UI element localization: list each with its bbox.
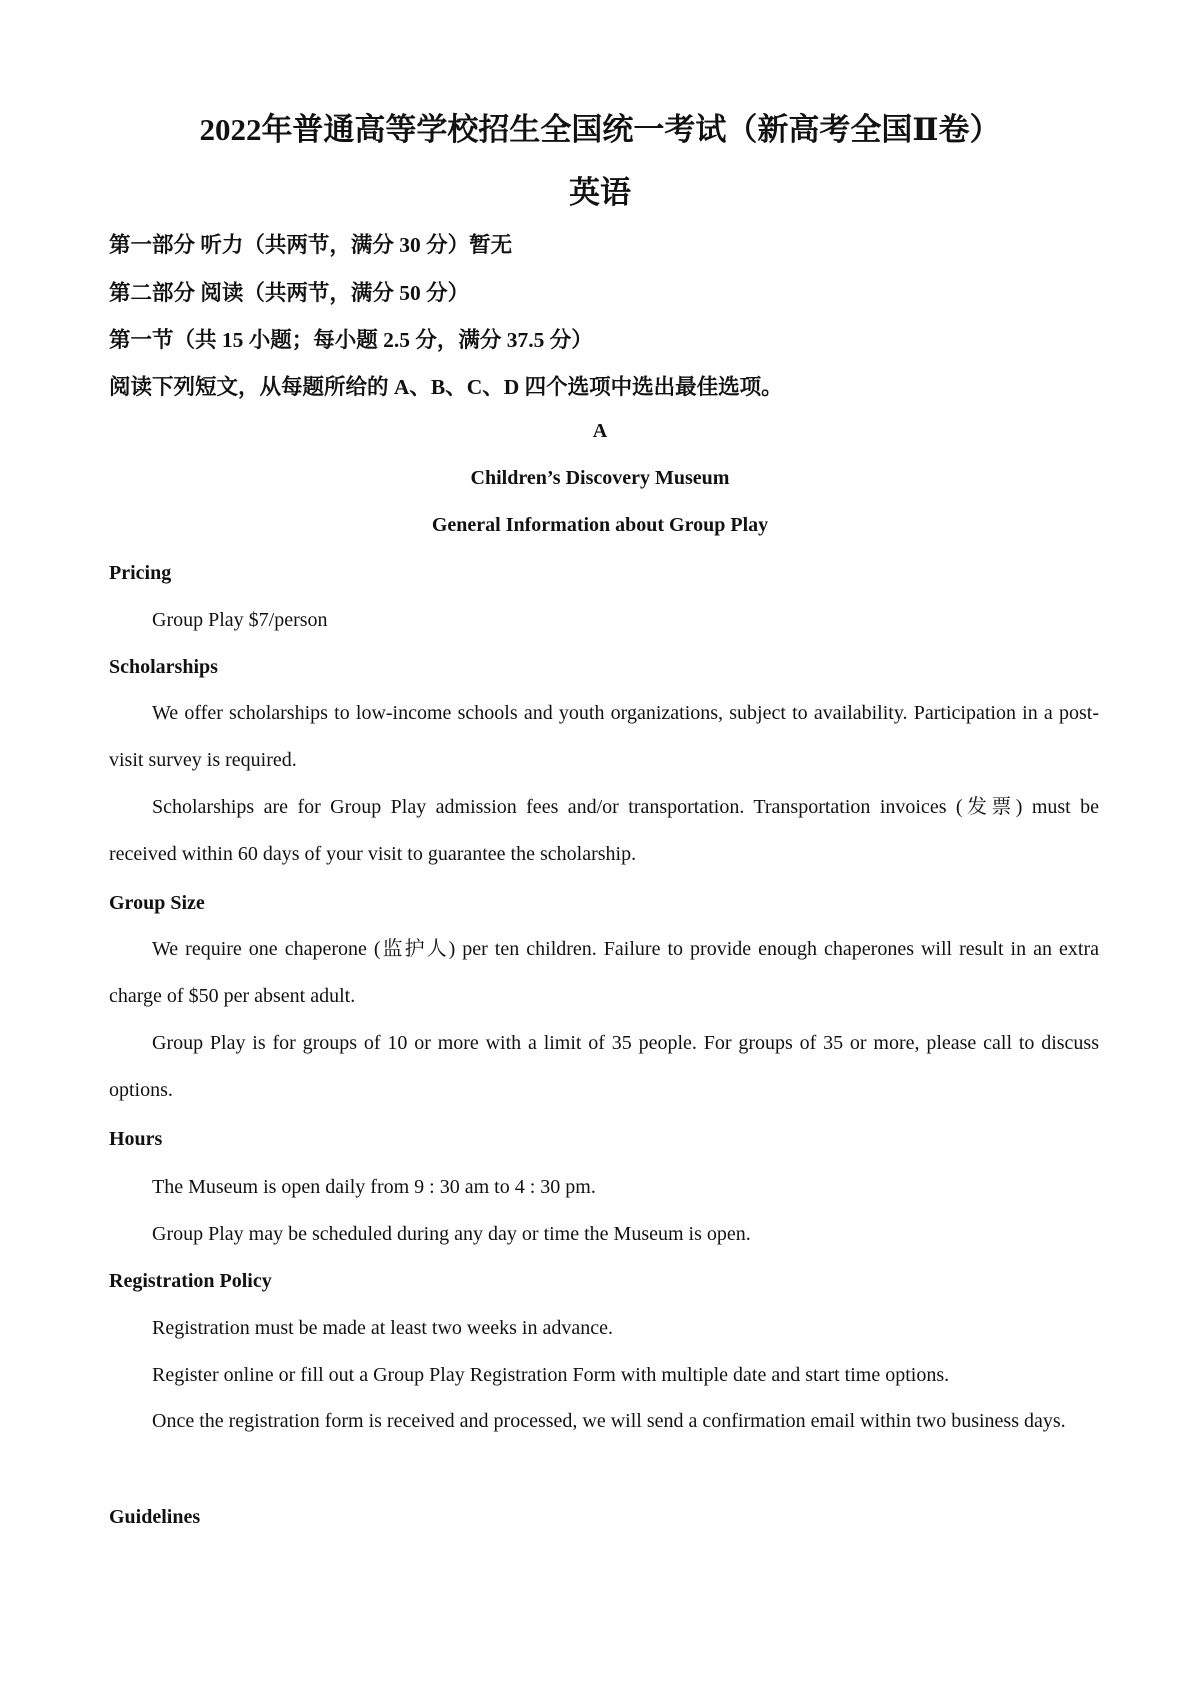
registration-paragraph-3: Once the registration form is received and processed, we will send a confirmation email within two business days. — [152, 1410, 1066, 1432]
pricing-text: Group Play $7/person — [152, 609, 328, 631]
registration-line-2: Register online or fill out a Group Play Registration Form with multiple date and start time options. — [152, 1364, 950, 1386]
section-heading-hours: Hours — [109, 1128, 163, 1150]
passage-subtitle: General Information about Group Play — [431, 514, 769, 536]
group-size-paragraph-1: We require one chaperone (监护人) per ten children. Failure to provide enough chaperones will result in an extra charge of $50 per absent adult. — [109, 938, 1099, 1007]
part2-heading: 第二部分 阅读（共两节，满分 50 分） — [109, 281, 470, 305]
group-size-paragraph-2: Group Play is for groups of 10 or more with a limit of 35 people. For groups of 35 or more, please call to discuss options. — [109, 1032, 1099, 1101]
section1-heading: 第一节（共 15 小题；每小题 2.5 分，满分 37.5 分） — [109, 328, 593, 352]
section-heading-pricing: Pricing — [109, 562, 172, 584]
instruction: 阅读下列短文，从每题所给的 A、B、C、D 四个选项中选出最佳选项。 — [109, 375, 783, 399]
scholarships-paragraph-1: We offer scholarships to low-income schools and youth organizations, subject to availability. Participation in a post-visit survey is required. — [109, 702, 1099, 771]
passage-letter: A — [592, 420, 608, 442]
section-heading-group-size: Group Size — [109, 892, 205, 914]
hours-line-1: The Museum is open daily from 9 : 30 am to 4 : 30 pm. — [152, 1176, 596, 1198]
section-heading-scholarships: Scholarships — [109, 656, 218, 678]
subject-title: 英语 — [569, 175, 631, 210]
section-heading-guidelines: Guidelines — [109, 1506, 201, 1528]
registration-line-1: Registration must be made at least two weeks in advance. — [152, 1317, 613, 1339]
part1-heading: 第一部分 听力（共两节，满分 30 分）暂无 — [109, 233, 513, 257]
section-heading-registration: Registration Policy — [109, 1270, 272, 1292]
exam-title: 2022年普通高等学校招生全国统一考试（新高考全国Ⅱ卷） — [199, 112, 1001, 147]
passage-title: Children’s Discovery Museum — [470, 467, 730, 489]
hours-line-2: Group Play may be scheduled during any day or time the Museum is open. — [152, 1223, 751, 1245]
scholarships-paragraph-2: Scholarships are for Group Play admission fees and/or transportation. Transportation invoices (发票) must be received within 60 days of your visit to guarantee the scholarship. — [109, 796, 1099, 865]
